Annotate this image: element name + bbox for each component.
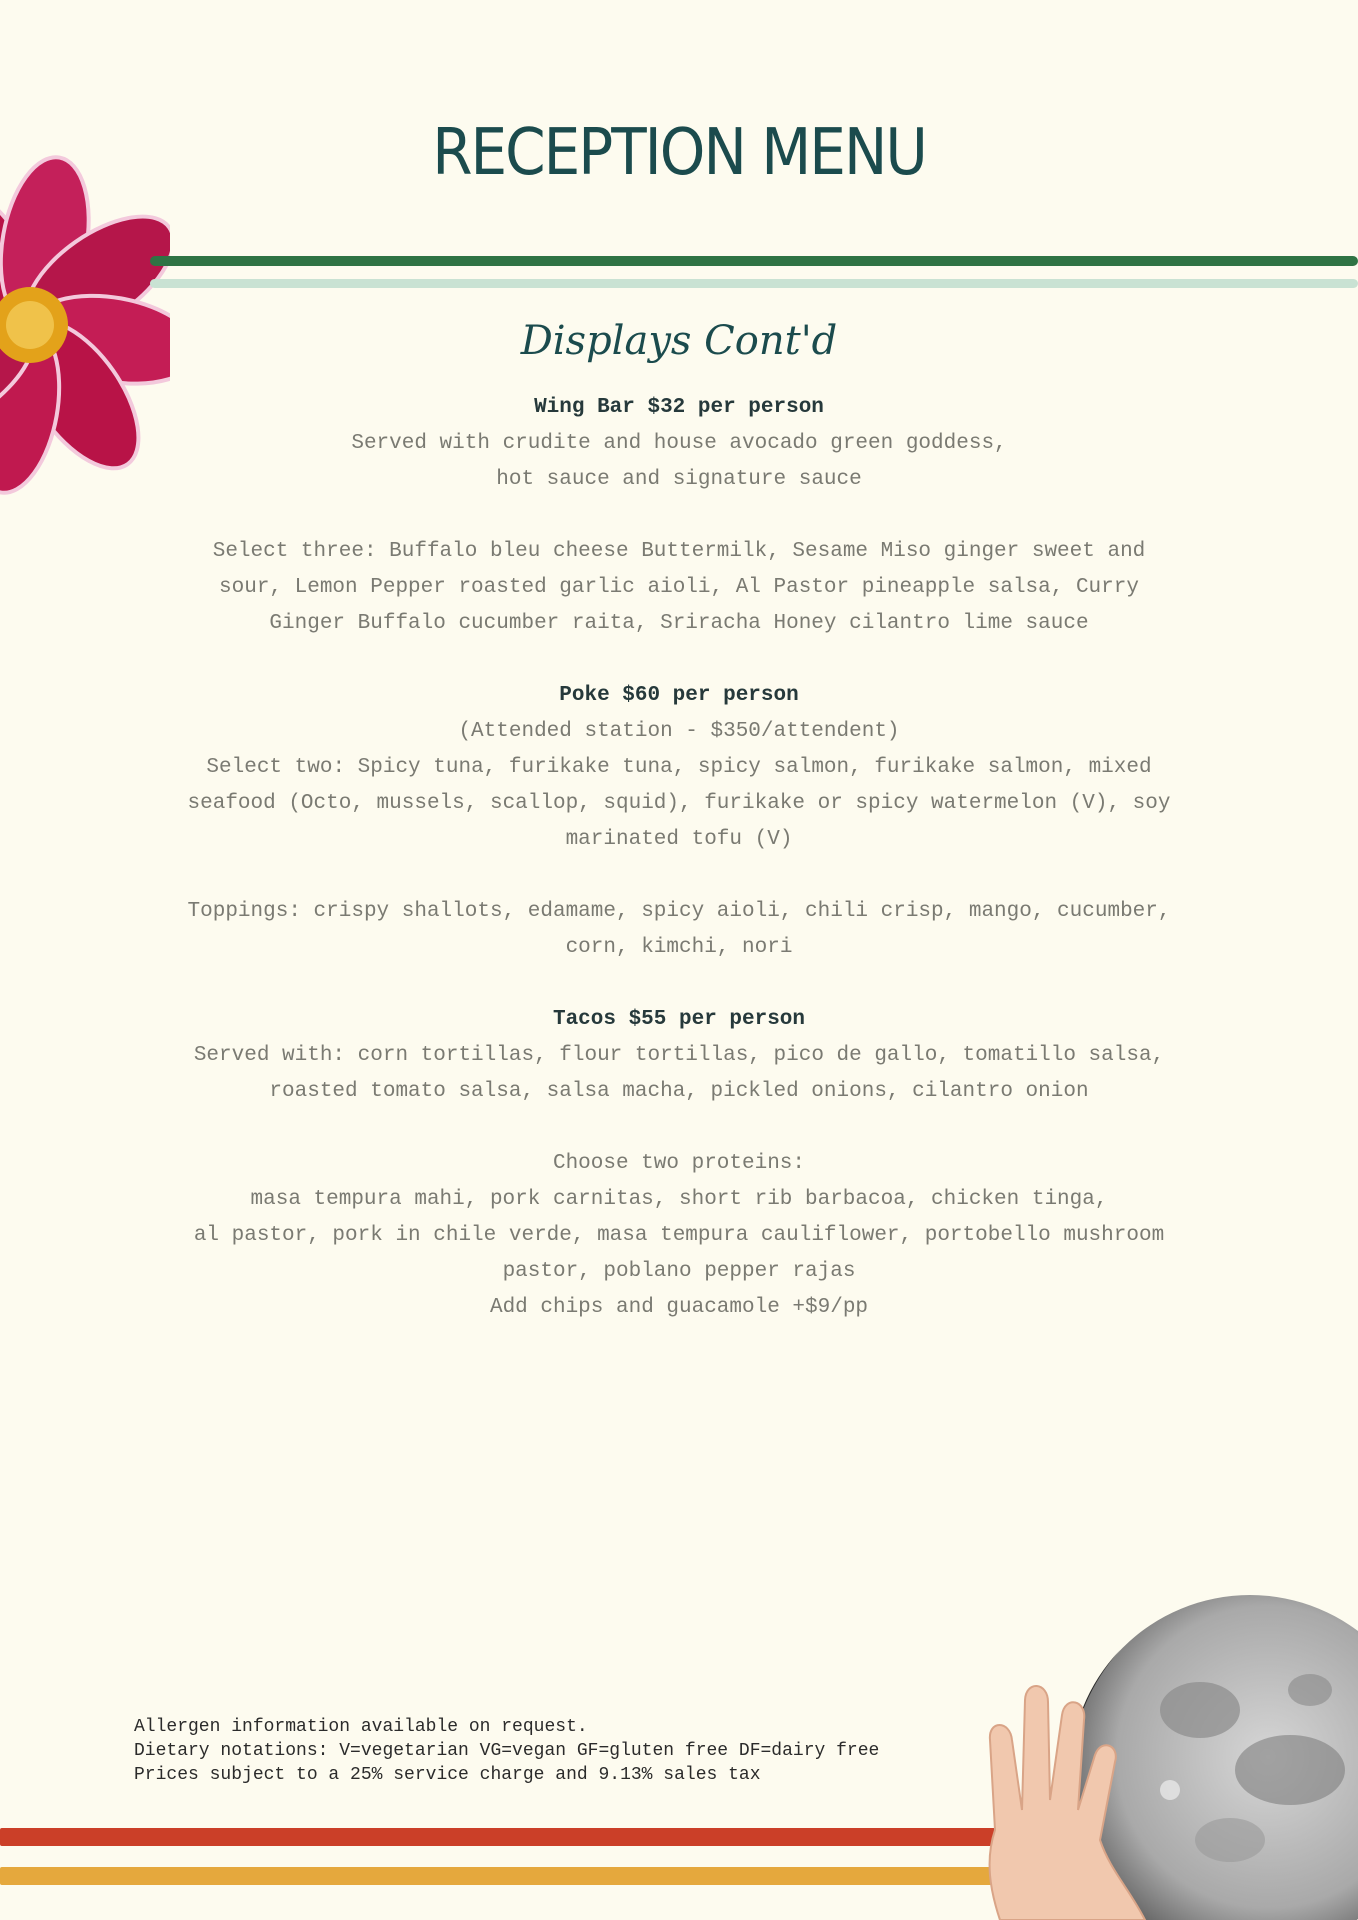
poke-attended-note: (Attended station - $350/attendent) [458, 720, 900, 743]
wing-bar-served-line: Served with crudite and house avocado green goddess, [351, 432, 1007, 455]
page-title: RECEPTION MENU [432, 114, 926, 190]
tacos-proteins-line: al pastor, pork in chile verde, masa tempura cauliflower, portobello mushroom [193, 1224, 1165, 1247]
poke-select-line: seafood (Octo, mussels, scallop, squid), furikake or spicy watermelon (V), soy [187, 792, 1171, 815]
wing-bar-select-line: sour, Lemon Pepper roasted garlic aioli, Al Pastor pineapple salsa, Curry [219, 576, 1139, 599]
section-heading: Displays Cont'd [520, 318, 838, 364]
dietary-note: Dietary notations: V=vegetarian VG=vegan GF=gluten free DF=dairy free [134, 1741, 880, 1761]
tacos-add-on: Add chips and guacamole +$9/pp [489, 1296, 869, 1319]
moon-and-hand-icon [970, 1590, 1358, 1920]
footer-notes [134, 1715, 879, 1787]
allergen-note: Allergen information available on request. [134, 1717, 588, 1737]
orange-stripe [0, 1867, 1020, 1885]
poke-toppings-line: Toppings: crispy shallots, edamame, spicy aioli, chili crisp, mango, cucumber, [187, 900, 1171, 923]
tacos-title: Tacos $55 per person [552, 1008, 806, 1031]
tacos-served-line: roasted tomato salsa, salsa macha, pickled onions, cilantro onion [269, 1080, 1089, 1103]
spacer [120, 966, 1238, 1002]
poke-title: Poke $60 per person [559, 684, 799, 707]
light-green-stripe [150, 279, 1358, 288]
poke-select-line: Select two: Spicy tuna, furikake tuna, spicy salmon, furikake salmon, mixed [206, 756, 1152, 779]
red-stripe [0, 1828, 1030, 1846]
prices-note: Prices subject to a 25% service charge and 9.13% sales tax [134, 1765, 761, 1785]
tacos-proteins-heading: Choose two proteins: [552, 1152, 806, 1175]
spacer [120, 498, 1238, 534]
wing-bar-select-line: Select three: Buffalo bleu cheese Buttermilk, Sesame Miso ginger sweet and [212, 540, 1146, 563]
spacer [120, 642, 1238, 678]
wing-bar-title: Wing Bar $32 per person [534, 396, 824, 419]
tacos-proteins-line: masa tempura mahi, pork carnitas, short rib barbacoa, chicken tinga, [250, 1188, 1108, 1211]
wing-bar-served-line: hot sauce and signature sauce [496, 468, 862, 491]
green-stripe [150, 256, 1358, 266]
tacos-served-line: Served with: corn tortillas, flour tortillas, pico de gallo, tomatillo salsa, [193, 1044, 1165, 1067]
tacos-proteins-line: pastor, poblano pepper rajas [502, 1260, 856, 1283]
poke-select-line: marinated tofu (V) [565, 828, 793, 851]
spacer [120, 1110, 1238, 1146]
poke-toppings-line: corn, kimchi, nori [565, 936, 793, 959]
spacer [120, 858, 1238, 894]
wing-bar-select-line: Ginger Buffalo cucumber raita, Sriracha Honey cilantro lime sauce [269, 612, 1089, 635]
menu-body [120, 390, 1238, 1326]
